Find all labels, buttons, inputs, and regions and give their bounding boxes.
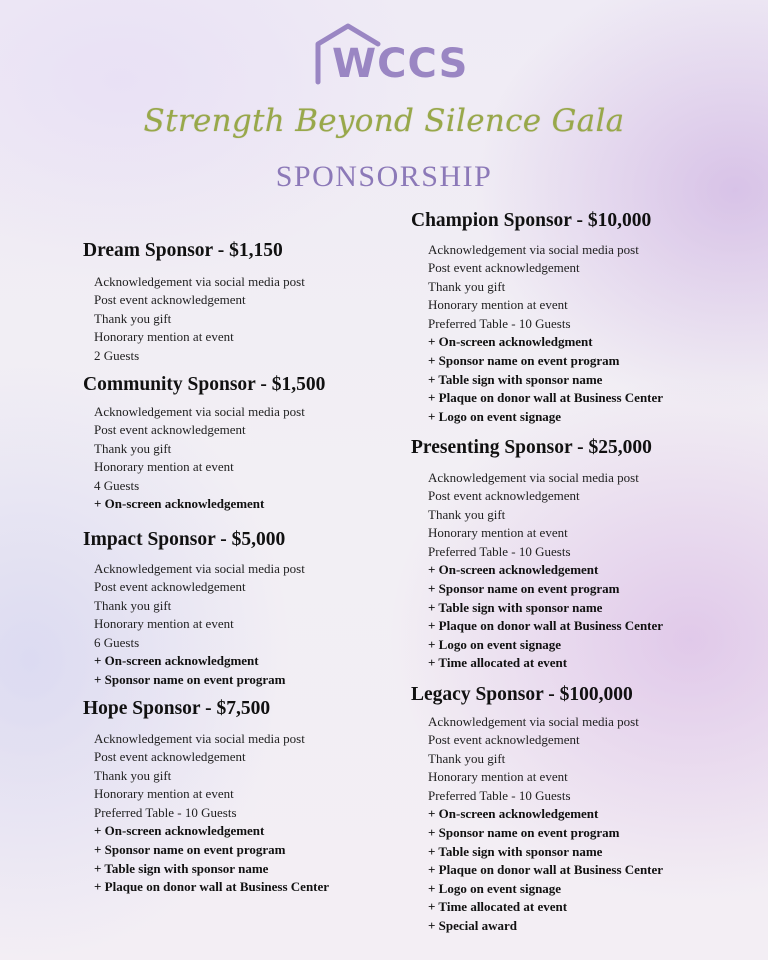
benefit-list [94, 403, 325, 515]
benefit-item: Post event acknowledgement [428, 732, 580, 748]
benefit-item: Thank you gift [428, 278, 506, 294]
benefit-item: Preferred Table - 10 Guests [428, 543, 571, 559]
benefit-item: Honorary mention at event [94, 786, 234, 802]
benefit-item: Thank you gift [94, 440, 172, 456]
benefit-item: Post event acknowledgement [94, 292, 246, 308]
gala-title: Strength Beyond Silence Gala [143, 103, 625, 139]
benefit-item: Acknowledgement via social media post [428, 469, 639, 485]
tier-title: Presenting Sponsor - $25,000 [411, 437, 652, 458]
benefit-item: + Logo on event signage [428, 408, 562, 424]
benefit-item: + Time allocated at event [428, 655, 568, 671]
benefit-item: + Plaque on donor wall at Business Center [428, 618, 664, 634]
benefit-item: + Sponsor name on event program [428, 825, 620, 841]
tier-title: Champion Sponsor - $10,000 [411, 210, 652, 231]
benefit-item: Post event acknowledgement [94, 422, 246, 438]
benefit-item: Post event acknowledgement [94, 579, 246, 595]
benefit-item: + Time allocated at event [428, 899, 568, 915]
benefit-item: Post event acknowledgement [94, 749, 246, 765]
benefit-item: + Sponsor name on event program [94, 672, 286, 688]
wccs-logo [312, 22, 469, 90]
benefit-item: + Table sign with sponsor name [428, 599, 603, 615]
benefit-item: + Table sign with sponsor name [428, 371, 603, 387]
benefit-item: Post event acknowledgement [428, 260, 580, 276]
benefit-item: + Logo on event signage [428, 636, 562, 652]
benefit-list [428, 241, 663, 427]
tier-hope [83, 699, 329, 897]
benefit-list [94, 730, 329, 897]
benefit-item: Honorary mention at event [94, 616, 234, 632]
benefit-item: + On-screen acknowledgement [428, 806, 599, 822]
benefit-item: 4 Guests [94, 477, 140, 493]
benefit-item: Thank you gift [94, 767, 172, 783]
benefit-item: Honorary mention at event [94, 459, 234, 475]
benefit-list [94, 273, 305, 366]
benefit-item: Thank you gift [428, 506, 506, 522]
benefit-item: + On-screen acknowledgement [428, 562, 599, 578]
benefit-item: Preferred Table - 10 Guests [94, 804, 237, 820]
benefit-item: + Sponsor name on event program [428, 581, 620, 597]
benefit-item: Thank you gift [94, 597, 172, 613]
sponsorship-heading: SPONSORSHIP [275, 160, 493, 193]
benefit-item: Acknowledgement via social media post [94, 560, 305, 576]
benefit-item: + On-screen acknowledgment [428, 334, 593, 350]
benefit-item: Acknowledgement via social media post [428, 241, 639, 257]
benefit-item: + Logo on event signage [428, 880, 562, 896]
benefit-item: Honorary mention at event [428, 297, 568, 313]
tier-champion [411, 211, 663, 426]
benefit-item: + Sponsor name on event program [94, 842, 286, 858]
benefit-item: + Table sign with sponsor name [94, 860, 269, 876]
tier-presenting [411, 438, 663, 673]
benefit-item: Honorary mention at event [428, 525, 568, 541]
benefit-item: + Plaque on donor wall at Business Center [428, 390, 664, 406]
tier-title: Community Sponsor - $1,500 [83, 374, 326, 395]
benefit-item: 2 Guests [94, 347, 140, 363]
tier-title: Hope Sponsor - $7,500 [83, 698, 271, 719]
benefit-item: Honorary mention at event [94, 329, 234, 345]
benefit-item: Preferred Table - 10 Guests [428, 787, 571, 803]
benefit-item: + On-screen acknowledgement [94, 823, 265, 839]
benefit-item: + Plaque on donor wall at Business Center [94, 879, 330, 895]
benefit-item: + On-screen acknowledgement [94, 496, 265, 512]
benefit-item: Thank you gift [94, 310, 172, 326]
benefit-item: Acknowledgement via social media post [428, 713, 639, 729]
benefit-item: Acknowledgement via social media post [94, 730, 305, 746]
benefit-list [428, 469, 663, 674]
benefit-item: Post event acknowledgement [428, 488, 580, 504]
benefit-item: + Special award [428, 918, 518, 934]
tier-title: Dream Sponsor - $1,150 [83, 240, 283, 261]
tier-impact [83, 530, 305, 690]
benefit-item: Honorary mention at event [428, 769, 568, 785]
benefit-item: 6 Guests [94, 634, 140, 650]
benefit-item: Thank you gift [428, 750, 506, 766]
tier-title: Impact Sponsor - $5,000 [83, 529, 286, 550]
tier-dream [83, 241, 305, 365]
benefit-item: + Sponsor name on event program [428, 353, 620, 369]
benefit-item: Acknowledgement via social media post [94, 273, 305, 289]
benefit-item: + Table sign with sponsor name [428, 843, 603, 859]
benefit-item: + On-screen acknowledgment [94, 653, 259, 669]
tier-legacy [411, 685, 663, 936]
benefit-item: Acknowledgement via social media post [94, 403, 305, 419]
tier-community [83, 375, 325, 514]
logo-text: WCCS [332, 41, 469, 87]
tier-title: Legacy Sponsor - $100,000 [411, 684, 633, 705]
benefit-list [428, 713, 663, 936]
benefit-item: + Plaque on donor wall at Business Center [428, 862, 664, 878]
benefit-item: Preferred Table - 10 Guests [428, 315, 571, 331]
benefit-list [94, 560, 305, 690]
